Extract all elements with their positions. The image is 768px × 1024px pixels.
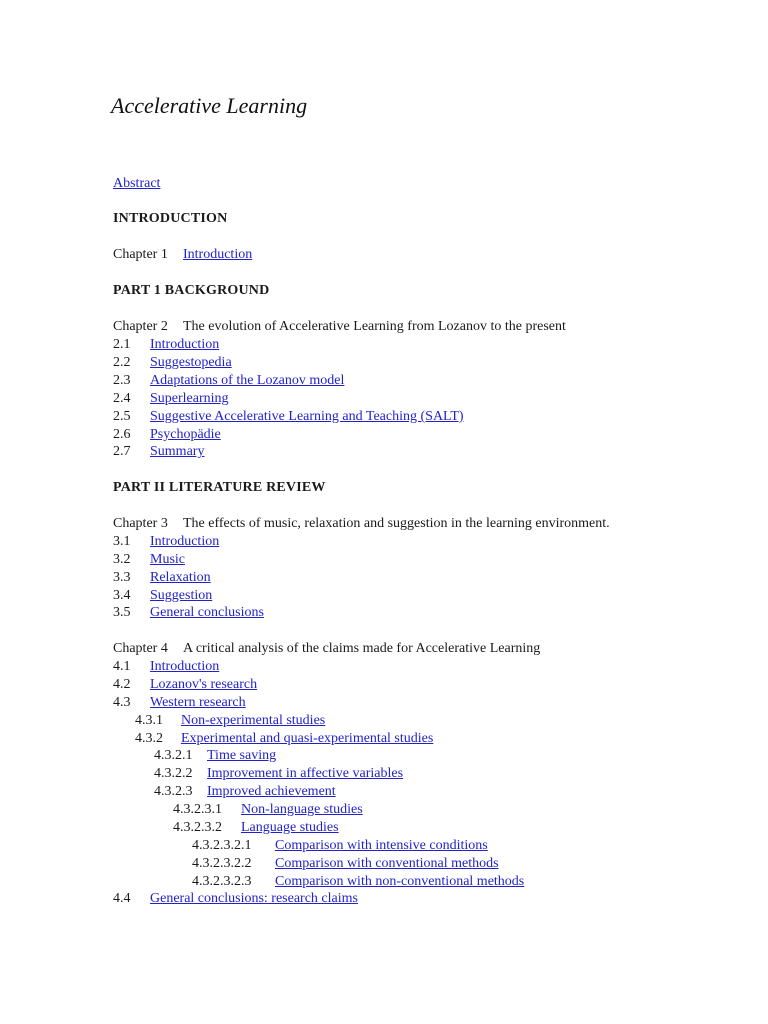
toc-row [113,533,219,551]
section-number: 4.3.2.3.2.1 [192,838,252,853]
section-number: 4.3.1 [135,713,163,728]
section-link[interactable]: Introduction [150,534,220,549]
section-number: 4.3 [113,695,131,710]
section-number: 4.3.2.2 [154,766,193,781]
section-number: 3.1 [113,534,131,549]
chapter-4-label: Chapter 4 [113,641,168,656]
section-link[interactable]: Music [150,552,185,567]
toc-row [113,890,358,908]
toc-row [173,819,339,837]
chapter-4-title: A critical analysis of the claims made for Accelerative Learning [183,641,541,656]
toc-row [113,551,185,569]
toc-row [192,873,524,891]
toc-row [113,443,204,461]
toc-row [113,426,221,444]
section-number: 4.3.2.1 [154,748,193,763]
toc-row [135,730,433,748]
toc-row [113,390,229,408]
abstract-link[interactable]: Abstract [113,176,161,191]
section-link[interactable]: Introduction [150,659,220,674]
section-link[interactable]: Summary [150,444,205,459]
part-1-heading: PART 1 BACKGROUND [113,283,270,298]
toc-row [113,694,246,712]
section-link[interactable]: Language studies [241,820,339,835]
section-number: 2.2 [113,355,131,370]
toc-row [113,587,212,605]
introduction-heading: INTRODUCTION [113,211,228,226]
section-number: 3.5 [113,605,131,620]
chapter-1-line [113,246,252,264]
section-number: 2.3 [113,373,131,388]
section-number: 2.7 [113,444,131,459]
section-link[interactable]: Improved achievement [207,784,336,799]
section-number: 2.6 [113,427,131,442]
abstract-line [113,175,160,193]
section-number: 4.4 [113,891,131,906]
section-link[interactable]: Comparison with intensive conditions [275,838,488,853]
toc-row [135,712,325,730]
section-number: 4.1 [113,659,131,674]
section-number: 4.2 [113,677,131,692]
section-link[interactable]: Suggestive Accelerative Learning and Teaching (SALT) [150,409,464,424]
toc-row [113,372,344,390]
chapter-1-label: Chapter 1 [113,247,168,262]
toc-row [113,408,464,426]
section-number: 2.1 [113,337,131,352]
section-number: 2.4 [113,391,131,406]
section-number: 3.4 [113,588,131,603]
toc-row [154,783,336,801]
chapter-3-label: Chapter 3 [113,516,168,531]
section-link[interactable]: Western research [150,695,246,710]
section-link[interactable]: Time saving [207,748,277,763]
section-link[interactable]: Experimental and quasi-experimental studies [181,731,434,746]
section-link[interactable]: General conclusions [150,605,264,620]
section-link[interactable]: Superlearning [150,391,229,406]
section-link[interactable]: Suggestion [150,588,213,603]
section-link[interactable]: Non-language studies [241,802,363,817]
section-link[interactable]: Improvement in affective variables [207,766,404,781]
section-link[interactable]: Relaxation [150,570,211,585]
section-number: 4.3.2.3.2.2 [192,856,252,871]
chapter-1-introduction-link[interactable]: Introduction [183,247,253,262]
toc-row [154,747,276,765]
section-number: 4.3.2.3.2.3 [192,874,252,889]
section-link[interactable]: Adaptations of the Lozanov model [150,373,345,388]
document-title: Accelerative Learning [111,93,308,118]
section-link[interactable]: Psychopädie [150,427,221,442]
section-link[interactable]: Comparison with non-conventional methods [275,874,525,889]
section-link[interactable]: Comparison with conventional methods [275,856,499,871]
chapter-2-label: Chapter 2 [113,319,168,334]
toc-row [192,855,499,873]
section-number: 2.5 [113,409,131,424]
section-link[interactable]: General conclusions: research claims [150,891,358,906]
toc-row [113,354,232,372]
toc-row [154,765,403,783]
section-number: 4.3.2.3.1 [173,802,222,817]
chapter-4-heading [113,640,540,658]
section-number: 4.3.2.3 [154,784,193,799]
toc-row [113,658,219,676]
toc-row [113,336,219,354]
toc-row [113,604,264,622]
section-number: 3.3 [113,570,131,585]
chapter-3-heading [113,515,610,533]
chapter-3-title: The effects of music, relaxation and suggestion in the learning environment. [183,516,610,531]
section-link[interactable]: Lozanov's research [150,677,258,692]
section-link[interactable]: Suggestopedia [150,355,232,370]
section-number: 4.3.2.3.2 [173,820,222,835]
toc-row [192,837,488,855]
part-2-heading: PART II LITERATURE REVIEW [113,480,326,495]
chapter-2-title: The evolution of Accelerative Learning from Lozanov to the present [183,319,566,334]
section-number: 4.3.2 [135,731,163,746]
chapter-2-heading [113,318,566,336]
toc-row [173,801,363,819]
section-number: 3.2 [113,552,131,567]
section-link[interactable]: Non-experimental studies [181,713,326,728]
toc-row [113,676,257,694]
section-link[interactable]: Introduction [150,337,220,352]
toc-row [113,569,211,587]
